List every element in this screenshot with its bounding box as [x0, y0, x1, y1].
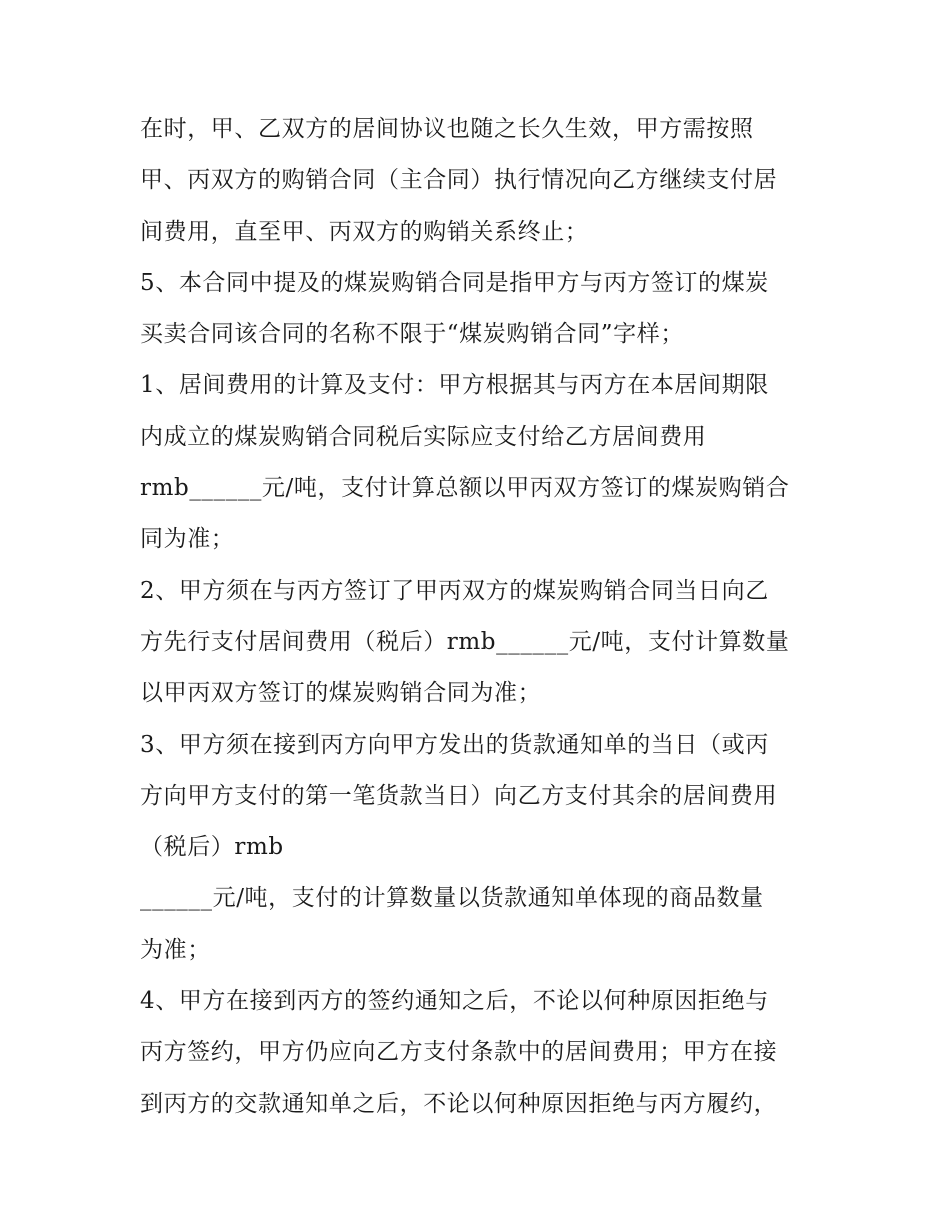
text-line: 同为准；: [140, 526, 235, 553]
text-line: 2、甲方须在与丙方签订了甲丙双方的煤炭购销合同当日向乙: [140, 577, 769, 604]
text-line: 在时，甲、乙双方的居间协议也随之长久生效，甲方需按照: [140, 116, 754, 142]
text-line: 间费用，直至甲、丙双方的购销关系终止；: [140, 218, 589, 245]
text-line: 甲、丙双方的购销合同（主合同）执行情况向乙方继续支付居: [140, 167, 778, 194]
text-line: 内成立的煤炭购销合同税后实际应支付给乙方居间费用: [140, 423, 707, 450]
text-line: rmb______元/吨，支付计算总额以甲丙双方签订的煤炭购销合: [140, 475, 790, 502]
text-line: 买卖合同该合同的名称不限于“煤炭购销合同”字样；: [140, 321, 684, 348]
text-line: 方向甲方支付的第一笔货款当日）向乙方支付其余的居间费用: [140, 782, 778, 809]
text-line: 5、本合同中提及的煤炭购销合同是指甲方与丙方签订的煤炭: [140, 269, 769, 296]
text-line: （税后）rmb: [140, 834, 284, 861]
text-line: 到丙方的交款通知单之后，不论以何种原因拒绝与丙方履约，: [140, 1090, 778, 1117]
text-line: ______元/吨，支付的计算数量以货款通知单体现的商品数量: [140, 885, 764, 912]
text-line: 方先行支付居间费用（税后）rmb______元/吨，支付计算数量: [140, 628, 790, 655]
text-line: 以甲丙双方签订的煤炭购销合同为准；: [140, 680, 542, 707]
contract-body-text: [140, 104, 820, 1130]
text-line: 4、甲方在接到丙方的签约通知之后，不论以何种原因拒绝与: [140, 988, 769, 1015]
text-line: 3、甲方须在接到丙方向甲方发出的货款通知单的当日（或丙: [140, 731, 769, 758]
text-line: 为准；: [140, 936, 211, 963]
text-line: 1、居间费用的计算及支付：甲方根据其与丙方在本居间期限: [140, 372, 769, 399]
text-line: 丙方签约，甲方仍应向乙方支付条款中的居间费用；甲方在接: [140, 1039, 778, 1066]
